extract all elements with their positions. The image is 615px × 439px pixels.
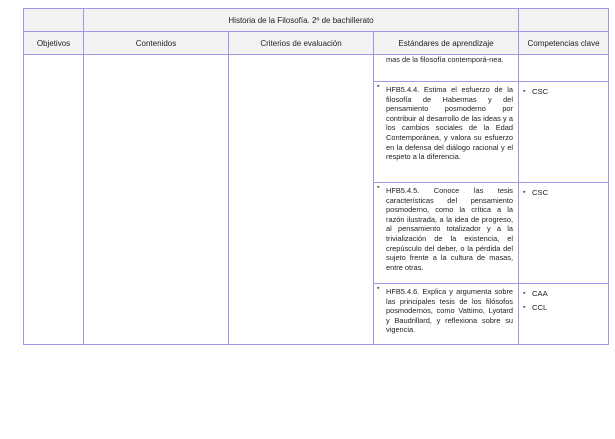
- curriculum-table: [23, 8, 609, 345]
- competencias-cell: [519, 284, 609, 345]
- competencias-list: [519, 183, 608, 200]
- header-objetivos: Objetivos: [24, 32, 84, 55]
- competencia-item: ▪ CSC: [523, 186, 608, 200]
- competencia-item: ▪ CCL: [523, 301, 608, 315]
- criterios-cell: [229, 55, 374, 345]
- competencias-list: [519, 284, 608, 315]
- standard-cell: [374, 284, 519, 345]
- bullet-icon: ▪: [377, 184, 380, 191]
- table-title-row: [24, 9, 609, 32]
- objetivos-cell: [24, 55, 84, 345]
- competencias-cell: [519, 55, 609, 82]
- title-spacer-cell: [24, 9, 84, 32]
- table-header-row: [24, 32, 609, 55]
- competencias-cell: [519, 82, 609, 183]
- standard-text: HFB5.4.4. Estima el esfuerzo de la filosofía de Habermas y del pensamiento posmoderno por contribuir al desarrollo de las ideas y a los cambios sociales de la Edad Contemporánea, y valora su esfuerzo en la defensa del diálogo racional y el respeto a la diferencia.: [386, 85, 514, 162]
- header-contenidos: Contenidos: [84, 32, 229, 55]
- header-competencias: Competencias clave: [519, 32, 609, 55]
- competencias-list: [519, 82, 608, 99]
- title-spacer-cell: [519, 9, 609, 32]
- bullet-icon: ▪: [377, 83, 380, 90]
- standard-text: mas de la filosofía contemporá-nea.: [386, 55, 504, 64]
- standard-text: HFB5.4.5. Conoce las tesis características del pensamiento posmoderno, como la crítica a la razón ilustrada, a la idea de progreso, al pensamiento totalizador y a la trivialización de la existencia, el crepúsculo del deber, o la pérdida del sujeto frente a la cultura de masas, entre otras.: [386, 186, 514, 272]
- standard-cell: [374, 55, 519, 82]
- contenidos-cell: [84, 55, 229, 345]
- bullet-icon: ▪: [377, 285, 380, 292]
- standard-cell: [374, 183, 519, 284]
- table-row: [24, 55, 609, 82]
- competencias-cell: [519, 183, 609, 284]
- header-estandares: Estándares de aprendizaje: [374, 32, 519, 55]
- table-title: Historia de la Filosofía. 2º de bachillerato: [84, 9, 519, 32]
- competencia-item: ▪ CSC: [523, 85, 608, 99]
- standard-text: HFB5.4.6. Explica y argumenta sobre las principales tesis de los filósofos posmodernos, como Vattimo, Lyotard y Baudrillard, y reflexiona sobre su vigencia.: [386, 287, 514, 335]
- header-criterios: Criterios de evaluación: [229, 32, 374, 55]
- competencia-item: ▪ CAA: [523, 287, 608, 301]
- standard-cell: [374, 82, 519, 183]
